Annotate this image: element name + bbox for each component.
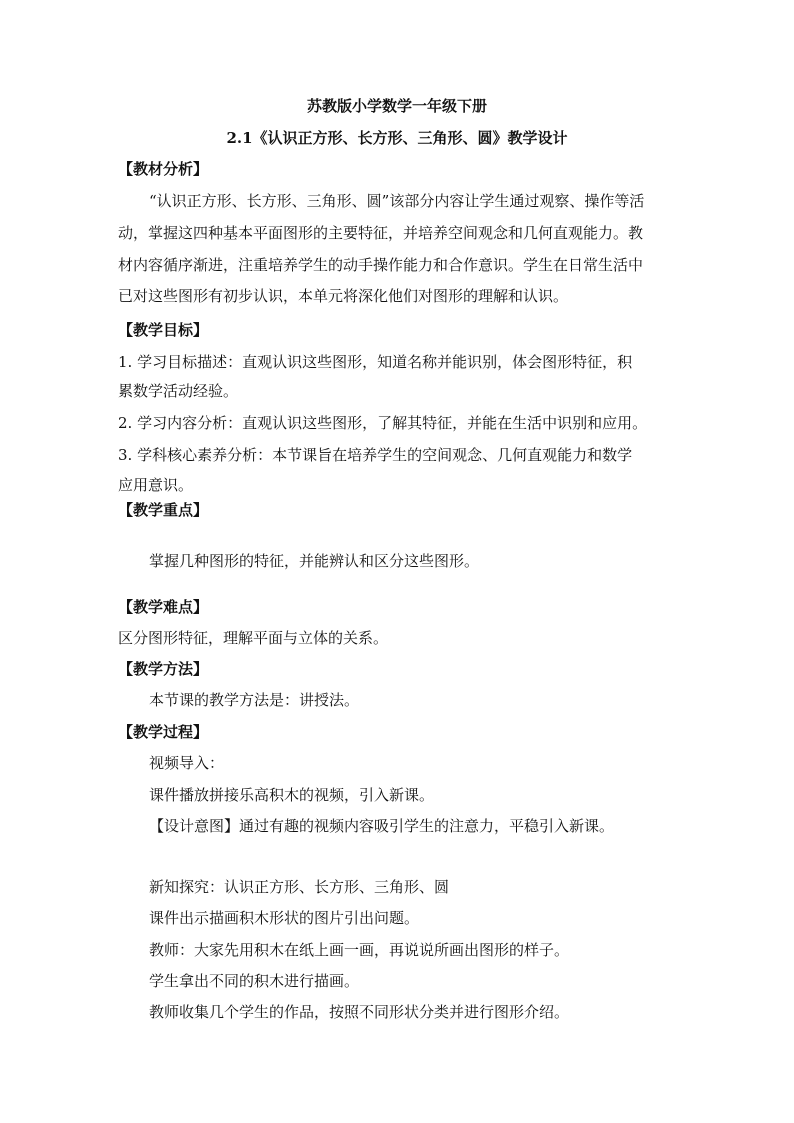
document-title: 苏教版小学数学一年级下册 <box>306 97 487 115</box>
paragraph-line: 视频导入： <box>149 754 225 772</box>
paragraph-line: 3. 学科核心素养分析：本节课旨在培养学生的空间观念、几何直观能力和数学 <box>118 446 633 464</box>
paragraph-line: 应用意识。 <box>118 476 194 494</box>
paragraph-line: 教师：大家先用积木在纸上画一画，再说说所画出图形的样子。 <box>149 941 570 959</box>
paragraph-line: 【设计意图】通过有趣的视频内容吸引学生的注意力，平稳引入新课。 <box>149 817 615 835</box>
section-heading-analysis: 【教材分析】 <box>118 160 209 178</box>
document-subtitle: 2.1《认识正方形、长方形、三角形、圆》教学设计 <box>226 129 568 147</box>
paragraph-line: 掌握几种图形的特征，并能辨认和区分这些图形。 <box>149 552 480 570</box>
paragraph-line: 动，掌握这四种基本平面图形的主要特征，并培养空间观念和几何直观能力。教 <box>118 224 644 242</box>
section-heading-key-points: 【教学重点】 <box>118 501 209 519</box>
section-heading-process: 【教学过程】 <box>118 723 209 741</box>
paragraph-line: 新知探究：认识正方形、长方形、三角形、圆 <box>149 878 450 896</box>
paragraph-line: 区分图形特征，理解平面与立体的关系。 <box>118 629 389 647</box>
paragraph-line: “认识正方形、长方形、三角形、圆”该部分内容让学生通过观察、操作等活 <box>149 192 645 210</box>
paragraph-line: 已对这些图形有初步认识，本单元将深化他们对图形的理解和认识。 <box>118 287 569 305</box>
paragraph-line: 课件播放拼接乐高积木的视频，引入新课。 <box>149 786 435 804</box>
paragraph-line: 学生拿出不同的积木进行描画。 <box>149 972 360 990</box>
paragraph-line: 本节课的教学方法是：讲授法。 <box>149 691 360 709</box>
paragraph-line: 1. 学习目标描述：直观认识这些图形，知道名称并能识别，体会图形特征，积 <box>118 353 633 371</box>
paragraph-line: 教师收集几个学生的作品，按照不同形状分类并进行图形介绍。 <box>149 1003 570 1021</box>
paragraph-line: 累数学活动经验。 <box>118 382 239 400</box>
paragraph-line: 材内容循序渐进，注重培养学生的动手操作能力和合作意识。学生在日常生活中 <box>118 256 644 274</box>
paragraph-line: 2. 学习内容分析：直观认识这些图形，了解其特征，并能在生活中识别和应用。 <box>118 414 648 432</box>
section-heading-objectives: 【教学目标】 <box>118 321 209 339</box>
paragraph-line: 课件出示描画积木形状的图片引出问题。 <box>149 909 420 927</box>
section-heading-methods: 【教学方法】 <box>118 660 209 678</box>
section-heading-difficulties: 【教学难点】 <box>118 598 209 616</box>
